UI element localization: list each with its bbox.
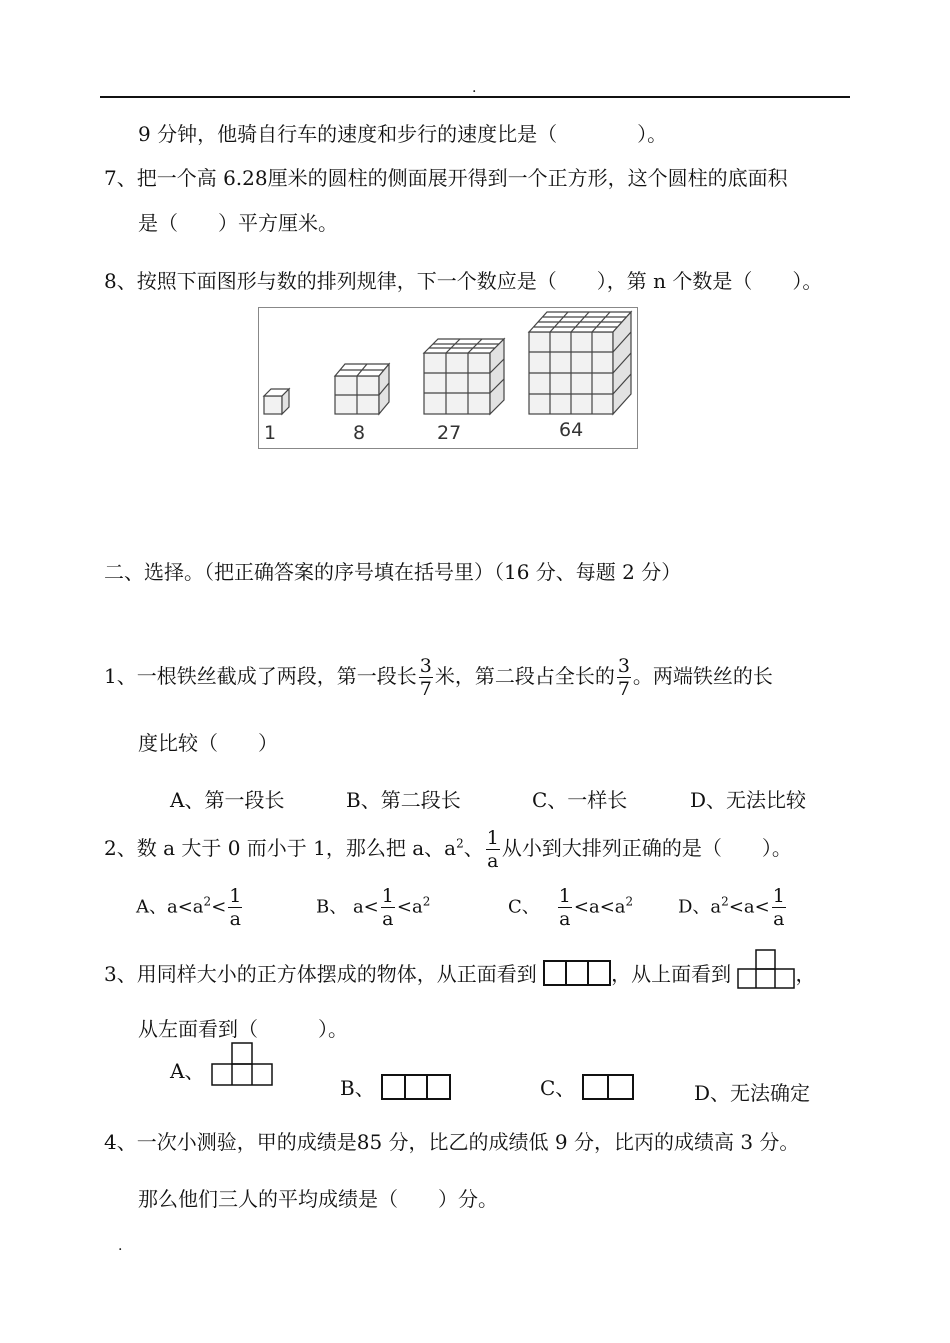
header-mark: . (472, 80, 477, 96)
section2-heading: 二、选择。（把正确答案的序号填在括号里）（16 分、每题 2 分） (104, 560, 682, 584)
option-b-three-squares (381, 1074, 451, 1100)
c2-optC-label: C、 (508, 896, 540, 918)
c1-frac2-num: 3 (617, 655, 630, 677)
c3-option-b (340, 1072, 451, 1101)
c3-option-a (170, 1055, 273, 1086)
figure-label-27: 27 (437, 422, 462, 444)
c2-frac-den: a (487, 850, 499, 872)
c2-optC-num: 1 (558, 885, 571, 907)
c3-end: ， (795, 962, 816, 986)
c2-optB-label: B、 a< (316, 896, 379, 918)
c3-line2: 从左面看到（ ）。 (138, 1017, 348, 1041)
figure-label-1: 1 (264, 422, 277, 444)
c2-option-a (136, 885, 244, 930)
c2-optB-fraction (381, 885, 395, 930)
cube-pattern-figure (258, 307, 638, 449)
c2-optD-rest: <a< (728, 896, 770, 918)
c3-optC-label: C、 (540, 1076, 576, 1100)
c1-option-b: B、第二段长 (346, 788, 461, 812)
c1-frac1-num: 3 (419, 655, 432, 677)
c2-suffix: 从小到大排列正确的是（ ）。 (501, 836, 792, 860)
c1-line1 (104, 655, 773, 700)
c2-option-c (508, 885, 633, 930)
c2-sep: 、 (463, 836, 484, 860)
option-c-two-squares (582, 1074, 634, 1100)
c2-optC-sup: 2 (625, 894, 634, 909)
c2-optA-fraction (228, 885, 242, 930)
front-view-three-squares (543, 960, 611, 986)
c2-optD-num: 1 (772, 885, 785, 907)
c3-optB-label: B、 (340, 1076, 375, 1100)
footer-mark: . (118, 1238, 123, 1254)
c1-option-d: D、无法比较 (690, 788, 807, 812)
c1-frac2-den: 7 (617, 678, 630, 700)
c1-suffix: 。两端铁丝的长 (632, 664, 773, 688)
c2-optB-sup: 2 (422, 894, 431, 909)
c4-line2: 那么他们三人的平均成绩是（ ）分。 (138, 1187, 498, 1211)
c1-mid: 米，第二段占全长的 (434, 664, 615, 688)
c1-option-a: A、第一段长 (170, 788, 285, 812)
q6-continuation: 9 分钟，他骑自行车的速度和步行的速度比是（ ）。 (138, 122, 668, 146)
c1-fraction-2 (617, 655, 631, 700)
c2-fraction (486, 827, 500, 872)
q8-line: 8、按照下面图形与数的排列规律，下一个数应是（ ），第 n 个数是（ ）。 (104, 269, 823, 293)
c2-prefix: 2、数 a 大于 0 而小于 1，那么把 a、a (104, 836, 457, 860)
c2-sup: 2 (456, 836, 464, 851)
c1-prefix: 1、一根铁丝截成了两段，第一段长 (104, 664, 417, 688)
q7-line2: 是（ ）平方厘米。 (138, 211, 338, 235)
option-a-t-shape (211, 1042, 273, 1086)
c2-optA-sup: 2 (203, 894, 212, 909)
c2-optA-den: a (229, 908, 241, 930)
c3-line1 (104, 958, 815, 989)
c2-option-b (316, 885, 430, 930)
c2-optB-rest: <a (396, 896, 423, 918)
c3-mid: ，从上面看到 (611, 962, 732, 986)
q7-line1: 7、把一个高 6.28厘米的圆柱的侧面展开得到一个正方形，这个圆柱的底面积 (104, 166, 788, 190)
c1-frac1-den: 7 (419, 678, 432, 700)
c3-option-c (540, 1072, 634, 1101)
c2-optD-fraction (772, 885, 786, 930)
c1-option-c: C、一样长 (532, 788, 628, 812)
c1-line2: 度比较（ ） (138, 731, 278, 755)
figure-label-8: 8 (353, 422, 366, 444)
figure-label-64: 64 (559, 419, 584, 441)
c2-frac-num: 1 (486, 827, 499, 849)
top-view-t-shape (737, 949, 795, 989)
c2-optB-num: 1 (381, 885, 394, 907)
c2-line1 (104, 827, 792, 872)
c2-optD-label: D、a (678, 896, 722, 918)
c3-option-d: D、无法确定 (694, 1081, 811, 1105)
c2-optD-den: a (773, 908, 785, 930)
c2-optB-den: a (382, 908, 394, 930)
c1-fraction-1 (419, 655, 433, 700)
c3-prefix: 3、用同样大小的正方体摆成的物体，从正面看到 (104, 962, 537, 986)
c2-optC-fraction (558, 885, 572, 930)
c2-optC-den: a (559, 908, 571, 930)
header-rule (100, 96, 850, 98)
c2-optA-num: 1 (229, 885, 242, 907)
c4-line1: 4、一次小测验，甲的成绩是85 分，比乙的成绩低 9 分，比丙的成绩高 3 分。 (104, 1130, 800, 1154)
c2-optD-sup: 2 (721, 894, 729, 909)
c2-optC-rest: <a<a (573, 896, 626, 918)
c2-optA-label: A、a<a (136, 896, 204, 918)
c3-optA-label: A、 (170, 1059, 205, 1083)
c2-option-d (678, 885, 788, 930)
c2-optA-lt: < (211, 896, 227, 918)
